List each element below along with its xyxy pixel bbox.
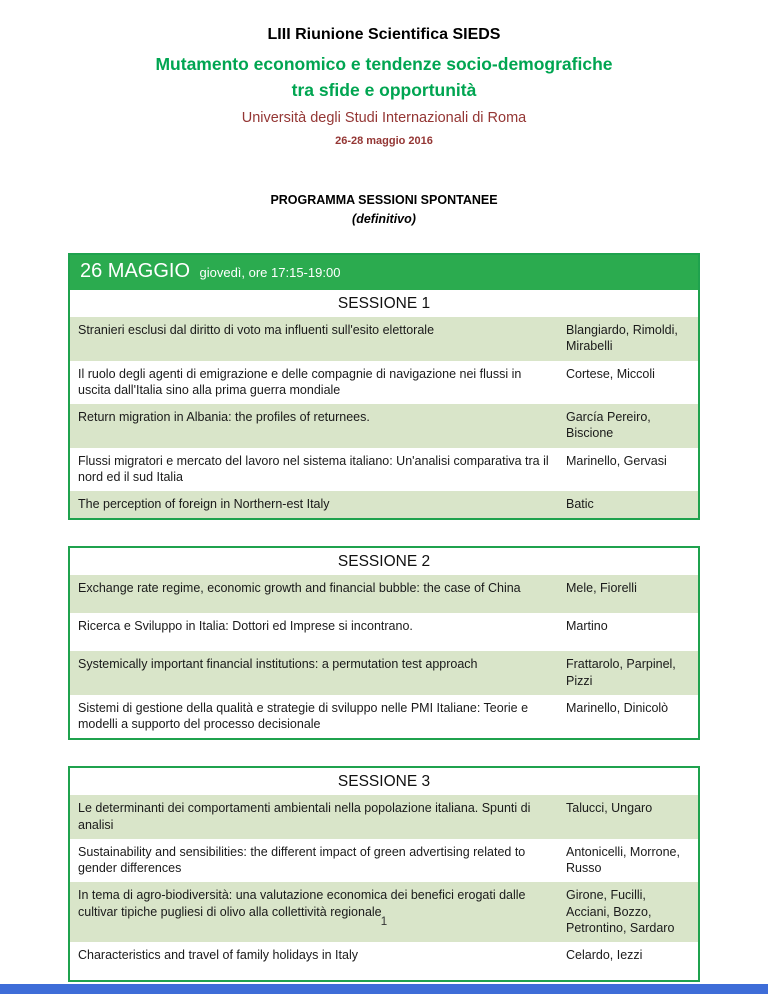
session-1-title: SESSIONE 1 (70, 290, 698, 317)
bottom-bar (0, 984, 768, 994)
session-2-box (68, 546, 700, 740)
paper-authors: Frattarolo, Parpinel, Pizzi (566, 657, 676, 688)
day-banner-time: giovedì, ore 17:15-19:00 (199, 265, 341, 280)
paper-authors: Antonicelli, Morrone, Russo (566, 844, 680, 875)
session-3-box (68, 766, 700, 982)
program-title: PROGRAMMA SESSIONI SPONTANEE (270, 193, 498, 207)
paper-title: Flussi migratori e mercato del lavoro nel sistema italiano: Un'analisi comparativa tra il nord ed il sud Italia (78, 453, 549, 484)
paper-authors: Cortese, Miccoli (566, 366, 655, 381)
paper-authors: Mele, Fiorelli (566, 581, 637, 596)
table-row (70, 491, 698, 518)
session-1-box (68, 253, 700, 520)
paper-title: Le determinanti dei comportamenti ambientali nella popolazione italiana. Spunti di analisi (78, 801, 531, 832)
paper-title: Sustainability and sensibilities: the different impact of green advertising related to gender differences (78, 844, 526, 875)
session-1-table (70, 317, 698, 518)
paper-authors: Girone, Fucilli, Acciani, Bozzo, Petrontino, Sardaro (566, 888, 675, 935)
paper-title: Ricerca e Sviluppo in Italia: Dottori ed Imprese si incontrano. (78, 619, 413, 634)
conference-subtitle-line2: tra sfide e opportunità (291, 80, 477, 100)
day-banner (70, 255, 698, 290)
paper-authors: Blangiardo, Rimoldi, Mirabelli (566, 323, 678, 354)
day-banner-date: 26 MAGGIO (80, 260, 191, 282)
paper-authors: Talucci, Ungaro (566, 801, 653, 816)
paper-title: Characteristics and travel of family holidays in Italy (78, 948, 358, 962)
paper-title: The perception of foreign in Northern-est Italy (78, 497, 330, 511)
table-row (70, 613, 698, 651)
program-subtitle: (definitivo) (352, 212, 416, 226)
table-row (70, 575, 698, 613)
session-3-table (70, 795, 698, 980)
paper-title: Sistemi di gestione della qualità e strategie di sviluppo nelle PMI Italiane: Teorie e modelli a supporto del processo decisionale (78, 700, 529, 731)
session-3-title: SESSIONE 3 (70, 768, 698, 795)
session-2-table (70, 575, 698, 738)
paper-authors: Marinello, Dinicolò (566, 700, 669, 715)
paper-title: In tema di agro-biodiversità: una valutazione economica dei benefici erogati dalle cultivar tipiche pugliesi di olivo alla collettività regionale (78, 888, 526, 919)
paper-title: Il ruolo degli agenti di emigrazione e delle compagnie di navigazione nei flussi in uscita dall'Italia sino alla prima guerra mondiale (78, 366, 522, 397)
paper-title: Stranieri esclusi dal diritto di voto ma influenti sull'esito elettorale (78, 323, 435, 337)
conference-dates: 26-28 maggio 2016 (335, 135, 433, 147)
conference-subtitle-line1: Mutamento economico e tendenze socio-demografiche (155, 54, 613, 74)
table-row (70, 317, 698, 361)
table-row (70, 361, 698, 405)
paper-title: Systemically important financial institutions: a permutation test approach (78, 657, 478, 672)
program-header (0, 193, 768, 226)
paper-authors: Martino (566, 619, 608, 634)
table-row (70, 882, 698, 942)
paper-authors: Celardo, Iezzi (566, 948, 643, 962)
paper-authors: García Pereiro, Biscione (566, 410, 651, 441)
table-row (70, 651, 698, 695)
conference-title: LIII Riunione Scientifica SIEDS (267, 26, 501, 43)
table-row (70, 404, 698, 448)
table-row (70, 795, 698, 839)
table-row (70, 695, 698, 739)
university-name: Università degli Studi Internazionali di Roma (241, 110, 527, 126)
table-row (70, 942, 698, 980)
session-2-title: SESSIONE 2 (70, 548, 698, 575)
paper-title: Return migration in Albania: the profiles of returnees. (78, 410, 370, 424)
table-row (70, 448, 698, 492)
document-header (0, 0, 768, 147)
table-row (70, 839, 698, 883)
paper-title: Exchange rate regime, economic growth and financial bubble: the case of China (78, 581, 521, 596)
paper-authors: Batic (566, 497, 594, 511)
page-number: 1 (380, 916, 388, 928)
paper-authors: Marinello, Gervasi (566, 453, 667, 468)
